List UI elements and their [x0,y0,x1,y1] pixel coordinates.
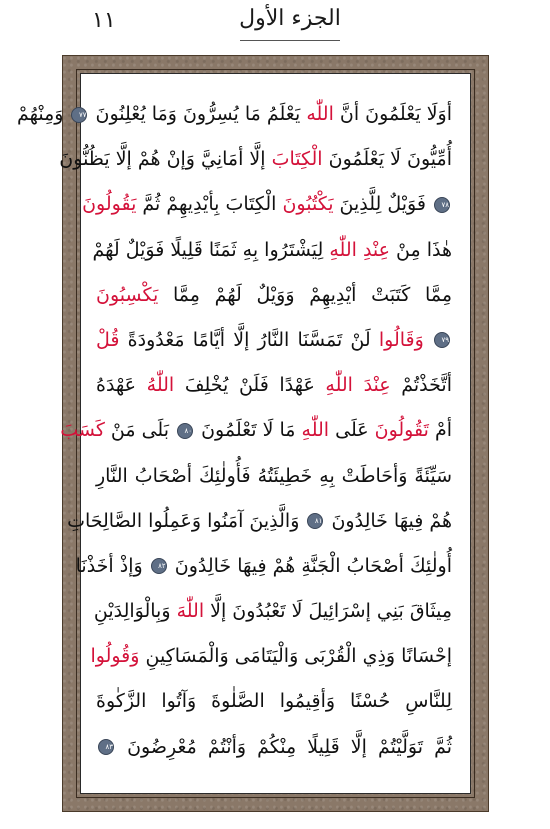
highlighted-word: اللّٰهَ [176,600,205,623]
text-line [16,92,452,137]
highlighted-word: يَكْتُبُونَ [282,193,334,216]
verse-text: إحْسَانًا وَذِي الْقُرْبَى وَالْيَتَامَى وَالْمَسَاكِينِ [139,645,452,668]
verse-text: أوَلَا يَعْلَمُونَ أنَّ [333,103,452,125]
highlighted-word: يَقُولُونَ [82,193,137,216]
highlighted-word: وَقُولُوا [90,645,140,668]
highlighted-word: عِنْدَ اللّٰهِ [325,374,391,397]
verse-text: أُولٰئِكَ أصْحَابُ الْجَنَّةِ هُمْ فِيهَا خَالِدُونَ [168,554,452,577]
highlighted-word: اللّٰهِ [301,419,330,442]
ayah-number-marker: ٧٧ [71,107,87,123]
text-line [92,228,452,273]
page-header [0,0,550,52]
verse-text: وَمِنْهُمْ [16,103,70,125]
text-line [75,544,452,589]
quran-text-block [16,92,452,770]
verse-text: بَلَى مَنْ [104,419,176,442]
text-line [96,318,452,363]
highlighted-word: اللّٰه [306,103,334,125]
verse-text: ثُمَّ تَوَلَّيْتُمْ إلَّا قَلِيلًا مِنْكُمْ وَأنْتُمْ مُعْرِضُونَ [116,735,452,758]
verse-text: فَوَيْلٌ لِلَّذِينَ [333,193,432,216]
verse-text: الْكِتَابَ بِأيْدِيهِمْ ثُمَّ [136,193,283,216]
verse-text: هُمْ فِيهَا خَالِدُونَ [325,509,452,532]
verse-text: وَبِالْوَالِدَيْنِ [93,600,177,623]
verse-text: مَا لَا تَعْلَمُونَ [195,419,302,442]
verse-text: سَيِّئَةً وَأحَاطَتْ بِهِ خَطِيئَتُهُ فَأُولٰئِكَ أصْحَابُ النَّارِ [96,464,452,487]
ayah-number-marker: ٨٠ [177,423,193,439]
ayah-number-marker: ٨٣ [98,739,114,755]
text-line [60,408,452,453]
text-line [96,725,452,770]
header-rule [240,40,340,41]
page-number: ١١ [92,8,116,33]
highlighted-word: تَقُولُونَ [374,419,429,442]
text-line [96,363,452,408]
text-line [96,679,452,724]
text-line [96,454,452,499]
ayah-number-marker: ٧٨ [434,197,450,213]
text-line [59,137,452,182]
highlighted-word: اللّٰهُ [146,374,175,397]
highlighted-word: قُلْ [96,328,120,351]
highlighted-word: يَكْسِبُونَ [96,283,159,306]
verse-text: عَهْدَهُ [96,374,147,397]
text-line [67,499,452,544]
ayah-number-marker: ٨١ [307,513,323,529]
highlighted-word: عِنْدِ اللّٰهِ [329,238,390,261]
verse-text: وَإذْ أخَذْنَا [75,554,149,577]
verse-text: وَالَّذِينَ آمَنُوا وَعَمِلُوا الصَّالِحَاتِ [67,509,306,532]
highlighted-word: وَقَالُوا [378,328,424,351]
juz-title: الجزء الأول [239,6,341,31]
ayah-number-marker: ٧٩ [434,332,450,348]
highlighted-word: الْكِتَابَ [271,148,323,171]
verse-text: أُمِّيُّونَ لَا يَعْلَمُونَ [322,148,452,171]
verse-text: لِيَشْتَرُوا بِهِ ثَمَنًا قَلِيلًا فَوَيْلٌ لَهُمْ [92,238,330,261]
text-line [96,273,452,318]
verse-text: لَنْ تَمَسَّنَا النَّارُ إلَّا أيَّامًا مَعْدُودَةً [119,328,379,351]
verse-text: أتَّخَذْتُمْ [390,374,452,397]
verse-text: يَعْلَمُ مَا يُسِرُّونَ وَمَا يُعْلِنُونَ [89,103,307,125]
text-line [93,589,452,634]
verse-text: مِمَّا كَتَبَتْ أيْدِيهِمْ وَوَيْلٌ لَهُمْ مِمَّا [158,283,452,306]
text-line [90,634,452,679]
verse-text: إلَّا أمَانِيَّ وَإنْ هُمْ إلَّا يَظُنُّونَ [59,148,272,171]
text-line [82,182,452,227]
ayah-number-marker: ٨٢ [151,558,167,574]
verse-text: لِلنَّاسِ حُسْنًا وَأقِيمُوا الصَّلٰوةَ وَآتُوا الزَّكٰوةَ [96,690,452,713]
verse-text [424,329,432,351]
verse-text: عَهْدًا فَلَنْ يُخْلِفَ [174,374,326,397]
verse-text: عَلَى [329,419,375,442]
verse-text: مِيثَاقَ بَنِي إسْرَائِيلَ لَا تَعْبُدُونَ إلَّا [204,600,452,623]
verse-text: هٰذَا مِنْ [390,238,452,261]
verse-text: أمْ [428,419,452,442]
highlighted-word: كَسَبَ [60,419,105,442]
